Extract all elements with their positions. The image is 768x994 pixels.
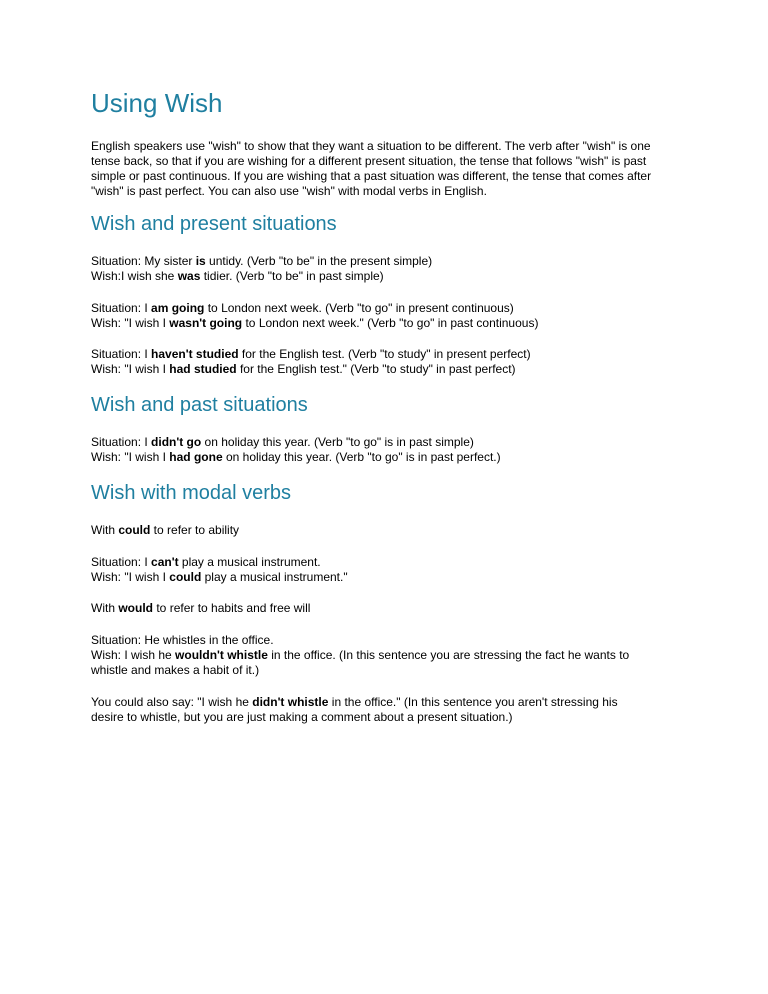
situation-line (91, 254, 432, 269)
text-span: in the office. (In this sentence you are stressing the fact he wants to (267, 648, 630, 662)
would-intro (91, 601, 310, 616)
text-span: can't (151, 555, 179, 569)
text-span: in the office." (In this sentence you aren't stressing his (328, 695, 618, 709)
also-paragraph (91, 695, 618, 725)
text-span: Wish: I wish he (91, 648, 176, 662)
text-span: tidier. (Verb "to be" in past simple) (200, 269, 384, 283)
text-span: Wish: "I wish I (91, 570, 170, 584)
situation-line (91, 555, 348, 570)
section-heading-past: Wish and past situations (91, 394, 308, 416)
section-heading-present: Wish and present situations (91, 213, 337, 235)
situation-line (91, 435, 501, 450)
text-span: didn't go (151, 435, 202, 449)
text-span: haven't studied (151, 347, 239, 361)
wish-line (91, 648, 629, 663)
example-present-2 (91, 301, 538, 331)
text-span: play a musical instrument. (178, 555, 321, 569)
wish-line (91, 450, 501, 465)
text-span: was (177, 269, 201, 283)
text-span: on holiday this year. (Verb "to go" is in past perfect.) (222, 450, 501, 464)
text-span: on holiday this year. (Verb "to go" is in past simple) (201, 435, 474, 449)
intro-line: tense back, so that if you are wishing for a different present situation, the tense that follows "wish" is past (91, 154, 647, 168)
text-span: Situation: I (91, 555, 152, 569)
text-span: to London next week. (Verb "to go" in present continuous) (204, 301, 514, 315)
text-span: to London next week." (Verb "to go" in past continuous) (242, 316, 539, 330)
text-span: Wish: "I wish I (91, 362, 170, 376)
text-span: to refer to habits and free will (153, 601, 311, 615)
text-span: am going (151, 301, 205, 315)
text-span: wasn't going (169, 316, 243, 330)
text-span: had gone (169, 450, 223, 464)
intro-line: simple or past continuous. If you are wishing that a past situation was different, the tense that comes after (91, 169, 652, 183)
text-span: Situation: I (91, 301, 152, 315)
text-span: could (118, 523, 151, 537)
text-span: Situation: I (91, 435, 152, 449)
situation-line (91, 301, 538, 316)
text-span: You could also say: "I wish he (91, 695, 253, 709)
text-span: for the English test." (Verb "to study" in past perfect) (236, 362, 516, 376)
text-span: for the English test. (Verb "to study" in present perfect) (238, 347, 531, 361)
text-span: Situation: I (91, 347, 152, 361)
intro-line: English speakers use "wish" to show that they want a situation to be different. The verb after "wish" is one (91, 139, 651, 153)
situation-line (91, 347, 531, 362)
text-span: Wish: "I wish I (91, 450, 170, 464)
text-span: had studied (169, 362, 237, 376)
text-span: desire to whistle, but you are just making a comment about a present situation.) (91, 710, 513, 724)
wish-line (91, 269, 432, 284)
section-heading-modal: Wish with modal verbs (91, 482, 292, 504)
text-span: Wish: "I wish I (91, 316, 170, 330)
example-could (91, 555, 348, 585)
text-span: didn't whistle (252, 695, 329, 709)
situation-line: Situation: He whistles in the office. (91, 633, 274, 647)
wish-line (91, 362, 531, 377)
text-span: could (169, 570, 202, 584)
could-intro (91, 523, 239, 538)
example-present-3 (91, 347, 531, 377)
wish-line-continued: whistle and makes a habit of it.) (91, 663, 260, 677)
example-past-1 (91, 435, 501, 465)
text-span: Wish:I wish she (91, 269, 178, 283)
text-span: would (118, 601, 154, 615)
text-span: wouldn't whistle (175, 648, 268, 662)
text-span: is (195, 254, 206, 268)
text-span: Situation: My sister (91, 254, 196, 268)
text-span: With (91, 601, 119, 615)
text-span: With (91, 523, 119, 537)
text-span: play a musical instrument." (201, 570, 348, 584)
text-span: untidy. (Verb "to be" in the present simple) (205, 254, 433, 268)
intro-paragraph (91, 139, 651, 199)
intro-line: "wish" is past perfect. You can also use "wish" with modal verbs in English. (91, 184, 487, 198)
wish-line (91, 570, 348, 585)
wish-line (91, 316, 538, 331)
example-present-1 (91, 254, 432, 284)
page-title: Using Wish (91, 88, 223, 118)
example-would (91, 633, 629, 678)
text-span: to refer to ability (150, 523, 240, 537)
